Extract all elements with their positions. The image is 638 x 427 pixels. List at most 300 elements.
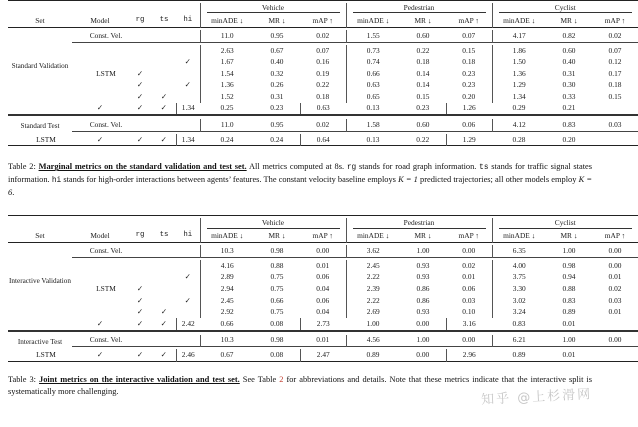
table-row — [8, 91, 638, 103]
metric-cyclist-map: 0.03 — [608, 295, 622, 305]
column-header-pedestrian-map: mAP ↑ — [458, 231, 479, 240]
column-header-hi: hi — [183, 231, 193, 239]
table-reference-link[interactable]: 2 — [279, 374, 284, 384]
metric-cyclist-minade: 6.35 — [492, 245, 546, 257]
metric-cyclist-mr: 0.33 — [562, 91, 576, 101]
flag-ts: ✓ — [136, 350, 144, 360]
table-row — [8, 306, 638, 318]
metric-pedestrian-mr: 0.14 — [416, 80, 430, 90]
metric-pedestrian-map: 0.18 — [462, 57, 476, 67]
flag-hi: ✓ — [160, 318, 167, 328]
table-row — [8, 295, 638, 307]
metric-pedestrian-map: 0.10 — [462, 307, 476, 317]
metric-cyclist-map: 0.02 — [608, 284, 622, 294]
metric-cyclist-map: 0.00 — [608, 260, 622, 270]
metric-cyclist-map: 0.07 — [608, 45, 622, 55]
metric-pedestrian-mr: 0.60 — [416, 30, 430, 40]
metric-cyclist-mr: 1.00 — [562, 335, 576, 345]
metric-cyclist-minade: 1.36 — [492, 68, 546, 80]
flag-hi — [176, 68, 200, 80]
metric-pedestrian-minade: 0.66 — [346, 68, 400, 80]
metric-pedestrian-map: 0.07 — [462, 30, 476, 40]
math-k-equals-6: K = 6 — [8, 175, 593, 198]
metric-vehicle-map: 0.22 — [316, 80, 330, 90]
table-2 — [8, 0, 626, 148]
flag-hi — [176, 245, 200, 257]
model-label: Const. Vel. — [89, 246, 123, 256]
flag-hi: ✓ — [160, 350, 167, 360]
flag-ts — [152, 79, 176, 91]
spacer — [8, 148, 592, 161]
flag-rg — [128, 260, 152, 272]
metric-vehicle-minade: 2.92 — [200, 306, 254, 318]
table-row — [8, 335, 638, 347]
column-header-vehicle-mr: MR ↓ — [268, 15, 286, 25]
metric-pedestrian-map: 0.03 — [462, 295, 476, 305]
metric-vehicle-mr: 0.31 — [270, 91, 284, 101]
metric-cyclist-mr: 0.28 — [512, 134, 526, 144]
metric-vehicle-mr: 0.67 — [270, 45, 284, 55]
flag-hi — [176, 283, 200, 295]
metric-pedestrian-minade: 4.56 — [346, 335, 400, 347]
flag-hi — [176, 260, 200, 272]
metric-pedestrian-minade: 0.73 — [346, 45, 400, 57]
metric-vehicle-map: 0.07 — [316, 45, 330, 55]
table-2-caption-rest-2: stands for road graph information. — [356, 162, 480, 172]
column-header-vehicle-map: mAP ↑ — [312, 15, 333, 25]
metric-cyclist-mr: 0.89 — [512, 350, 526, 360]
metric-pedestrian-map: 0.00 — [416, 318, 430, 328]
table-3-caption-rest-1: See Table — [239, 374, 280, 384]
flag-rg: ✓ — [136, 307, 144, 317]
metric-vehicle-mr: 0.66 — [270, 295, 284, 305]
table-2-caption-rest-5: predicted trajectories; all other models employ — [417, 175, 579, 185]
flag-hi: ✓ — [160, 134, 167, 144]
metric-pedestrian-mr: 1.00 — [366, 318, 380, 328]
metric-pedestrian-mr: 0.93 — [416, 307, 430, 317]
metric-cyclist-mr: 0.40 — [562, 57, 576, 67]
metric-cyclist-minade: 1.29 — [492, 79, 546, 91]
abbrev-hi: hi — [51, 177, 62, 186]
metric-pedestrian-map: 0.20 — [462, 91, 476, 101]
flag-rg — [128, 335, 152, 347]
metric-cyclist-mr: 0.83 — [562, 120, 576, 130]
table-2-caption-rest-3: stands for traffic signal states information. — [8, 162, 593, 185]
table-row — [8, 103, 638, 116]
metric-cyclist-mr: 0.83 — [562, 295, 576, 305]
metric-cyclist-minade: 1.86 — [492, 45, 546, 57]
flag-ts — [152, 56, 176, 68]
metric-cyclist-mr: 0.60 — [562, 45, 576, 55]
column-header-model: Model — [90, 231, 110, 240]
table-2-caption-bold: Marginal metrics on the standard validation and test set. — [38, 162, 247, 172]
model-label — [72, 91, 128, 103]
table-2-caption — [8, 161, 592, 199]
flag-ts: ✓ — [136, 318, 144, 328]
model-label — [8, 318, 72, 331]
metric-cyclist-mr: 0.30 — [562, 80, 576, 90]
flag-rg — [128, 119, 152, 131]
model-label — [8, 103, 72, 116]
metric-vehicle-map: 0.23 — [270, 103, 284, 113]
table-group-header-row — [8, 218, 638, 229]
metric-vehicle-map: 0.24 — [270, 134, 284, 144]
metric-vehicle-minade: 2.42 — [176, 318, 200, 331]
metric-pedestrian-map: 0.01 — [462, 272, 476, 282]
model-label — [72, 295, 128, 307]
metric-vehicle-minade: 2.45 — [200, 295, 254, 307]
metric-pedestrian-map: 0.02 — [462, 260, 476, 270]
model-label: LSTM — [96, 284, 116, 294]
metric-pedestrian-minade: 3.62 — [346, 245, 400, 257]
column-header-cyclist-map: mAP ↑ — [604, 231, 626, 240]
metric-cyclist-map: 0.00 — [608, 335, 622, 345]
metric-pedestrian-minade: 0.64 — [300, 134, 346, 146]
metric-cyclist-minade: 1.26 — [446, 103, 492, 116]
column-group-cyclist: Cyclist — [492, 3, 638, 14]
column-header-set: Set — [35, 231, 45, 240]
metric-pedestrian-mr: 0.18 — [416, 57, 430, 67]
flag-hi: ✓ — [184, 57, 191, 67]
metric-cyclist-map: 0.00 — [608, 246, 622, 256]
column-header-vehicle-map: mAP ↑ — [312, 231, 333, 240]
metric-pedestrian-map: 0.00 — [416, 350, 430, 360]
metric-vehicle-minade: 1.34 — [176, 103, 200, 116]
metric-vehicle-mr: 0.95 — [270, 120, 284, 130]
table-column-header-row — [8, 14, 638, 28]
metric-pedestrian-minade: 2.22 — [346, 295, 400, 307]
metric-pedestrian-mr: 0.89 — [366, 350, 380, 360]
metric-pedestrian-map: 0.00 — [462, 335, 476, 345]
set-label: Standard Validation — [11, 62, 69, 71]
math-k-equals-1: K = 1 — [398, 175, 418, 185]
metric-vehicle-map: 0.02 — [316, 120, 330, 130]
metric-cyclist-mr: 0.88 — [562, 284, 576, 294]
metric-vehicle-map: 0.02 — [316, 30, 330, 40]
metric-vehicle-minade: 2.89 — [200, 272, 254, 284]
column-header-pedestrian-minade: minADE ↓ — [346, 229, 400, 243]
metric-pedestrian-mr: 0.22 — [416, 45, 430, 55]
metric-vehicle-mr: 0.40 — [270, 57, 284, 67]
metric-vehicle-map: 0.04 — [316, 284, 330, 294]
table-3-grid — [8, 215, 638, 363]
metric-cyclist-map: 0.18 — [608, 80, 622, 90]
table-3-caption — [8, 374, 592, 398]
column-header-cyclist-minade: minADE ↓ — [492, 14, 546, 28]
metric-pedestrian-minade: 2.45 — [346, 260, 400, 272]
metric-cyclist-minade: 2.96 — [446, 349, 492, 361]
metric-pedestrian-mr: 1.00 — [416, 246, 430, 256]
metric-vehicle-minade: 1.36 — [200, 79, 254, 91]
column-group-pedestrian: Pedestrian — [346, 3, 492, 14]
column-header-hi: hi — [183, 15, 193, 24]
metric-cyclist-minade: 6.21 — [492, 335, 546, 347]
flag-hi — [176, 91, 200, 103]
metric-pedestrian-minade: 2.73 — [300, 318, 346, 331]
column-header-set: Set — [35, 15, 45, 25]
column-header-pedestrian-minade: minADE ↓ — [346, 14, 400, 28]
flag-hi — [176, 45, 200, 57]
flag-ts — [152, 245, 176, 257]
metric-cyclist-mr: 0.82 — [562, 30, 576, 40]
table-2-caption-rest-4: stands for high-order interactions between agents’ features. The constant velocity baseline employs — [61, 175, 399, 185]
flag-ts — [152, 119, 176, 131]
metric-pedestrian-mr: 0.13 — [366, 134, 380, 144]
metric-pedestrian-minade: 1.58 — [346, 119, 400, 131]
metric-pedestrian-minade: 2.69 — [346, 306, 400, 318]
column-group-vehicle: Vehicle — [200, 3, 346, 14]
metric-cyclist-minade: 3.30 — [492, 283, 546, 295]
model-label: LSTM — [36, 350, 56, 360]
metric-pedestrian-mr: 1.00 — [416, 335, 430, 345]
flag-rg — [128, 245, 152, 257]
metric-cyclist-map: 0.01 — [562, 318, 576, 328]
model-label — [72, 260, 128, 272]
model-label — [72, 306, 128, 318]
metric-cyclist-minade: 1.50 — [492, 56, 546, 68]
metric-vehicle-map: 0.08 — [270, 318, 284, 328]
metric-pedestrian-minade: 2.22 — [346, 272, 400, 284]
table-row — [8, 79, 638, 91]
abbrev-ts: ts — [479, 164, 489, 173]
metric-vehicle-mr: 0.32 — [270, 68, 284, 78]
metric-vehicle-map: 0.16 — [316, 57, 330, 67]
metric-pedestrian-map: 0.23 — [416, 103, 430, 113]
flag-hi — [176, 30, 200, 42]
column-header-vehicle-mr: MR ↓ — [268, 231, 286, 240]
metric-cyclist-map: 0.01 — [562, 350, 576, 360]
metric-vehicle-minade: 4.16 — [200, 260, 254, 272]
metric-pedestrian-minade: 0.74 — [346, 56, 400, 68]
flag-hi: ✓ — [184, 295, 191, 305]
metric-pedestrian-mr: 0.13 — [366, 103, 380, 113]
metric-vehicle-map: 0.19 — [316, 68, 330, 78]
column-header-vehicle-minade: minADE ↓ — [200, 14, 254, 28]
column-header-pedestrian-mr: MR ↓ — [414, 15, 432, 25]
table-row — [8, 134, 638, 146]
metric-cyclist-minade: 3.75 — [492, 272, 546, 284]
flag-rg: ✓ — [136, 295, 144, 305]
table-row — [8, 349, 638, 361]
metric-cyclist-mr: 0.83 — [512, 318, 526, 328]
flag-rg: ✓ — [96, 318, 104, 328]
flag-ts — [152, 260, 176, 272]
column-header-cyclist-mr: MR ↓ — [560, 15, 578, 25]
metric-cyclist-minade: 3.02 — [492, 295, 546, 307]
watermark: 知乎 @上杉滑网 — [480, 387, 593, 408]
metric-cyclist-map: 0.01 — [608, 272, 622, 282]
metric-cyclist-minade: 1.29 — [446, 134, 492, 146]
metric-vehicle-map: 0.18 — [316, 91, 330, 101]
flag-rg — [128, 56, 152, 68]
metric-pedestrian-mr: 0.60 — [416, 120, 430, 130]
table-2-grid — [8, 0, 638, 148]
flag-hi: ✓ — [184, 80, 191, 90]
model-label — [72, 272, 128, 284]
metric-vehicle-minade: 11.0 — [200, 30, 254, 42]
metric-pedestrian-mr: 0.93 — [416, 260, 430, 270]
metric-cyclist-mr: 0.89 — [562, 307, 576, 317]
metric-pedestrian-minade: 2.39 — [346, 283, 400, 295]
column-group-cyclist: Cyclist — [492, 218, 638, 229]
metric-vehicle-map: 0.08 — [270, 350, 284, 360]
flag-ts — [152, 335, 176, 347]
flag-ts — [152, 295, 176, 307]
metric-cyclist-minade: 1.34 — [492, 91, 546, 103]
metric-vehicle-map: 0.06 — [316, 272, 330, 282]
column-header-cyclist-map: mAP ↑ — [604, 15, 626, 25]
metric-pedestrian-map: 0.23 — [462, 80, 476, 90]
metric-vehicle-mr: 0.75 — [270, 272, 284, 282]
set-label: Standard Test — [20, 122, 60, 131]
metric-cyclist-map: 0.20 — [562, 134, 576, 144]
metric-cyclist-minade: 3.24 — [492, 306, 546, 318]
flag-rg: ✓ — [136, 80, 144, 90]
flag-rg: ✓ — [136, 68, 144, 78]
metric-cyclist-mr: 0.94 — [562, 272, 576, 282]
column-header-cyclist-minade: minADE ↓ — [492, 229, 546, 243]
column-header-rg: rg — [135, 231, 145, 239]
flag-ts — [152, 68, 176, 80]
column-header-model: Model — [90, 15, 110, 25]
flag-hi: ✓ — [184, 272, 191, 282]
metric-pedestrian-mr: 0.93 — [416, 272, 430, 282]
table-row — [8, 260, 638, 272]
flag-hi — [176, 119, 200, 131]
table-row — [8, 56, 638, 68]
metric-pedestrian-mr: 0.86 — [416, 295, 430, 305]
metric-cyclist-minade: 4.17 — [492, 30, 546, 42]
flag-hi — [176, 335, 200, 347]
table-row — [8, 318, 638, 331]
metric-cyclist-map: 0.12 — [608, 57, 622, 67]
table-2-caption-rest-6: . — [12, 188, 15, 198]
column-header-pedestrian-mr: MR ↓ — [414, 231, 432, 240]
metric-cyclist-minade: 4.12 — [492, 119, 546, 131]
table-row — [8, 283, 638, 295]
flag-ts — [152, 283, 176, 295]
metric-pedestrian-map: 0.23 — [462, 68, 476, 78]
model-label: Const. Vel. — [89, 335, 123, 345]
column-header-ts: ts — [159, 15, 169, 24]
metric-vehicle-minade: 1.34 — [176, 134, 200, 146]
flag-rg — [128, 45, 152, 57]
metric-vehicle-mr: 0.98 — [270, 246, 284, 256]
abbrev-rg: rg — [346, 164, 357, 173]
column-header-pedestrian-map: mAP ↑ — [458, 15, 479, 25]
metric-vehicle-map: 0.04 — [316, 307, 330, 317]
metric-cyclist-minade: 3.16 — [446, 318, 492, 331]
metric-vehicle-mr: 0.95 — [270, 30, 284, 40]
model-label — [72, 45, 128, 57]
flag-ts — [152, 45, 176, 57]
metric-cyclist-mr: 0.98 — [562, 260, 576, 270]
flag-ts — [152, 30, 176, 42]
metric-cyclist-mr: 0.31 — [562, 68, 576, 78]
table-column-header-row — [8, 229, 638, 243]
table-3-caption-rest-2: for abbreviations and details. Note that these metrics indicate that the interactive split is systematically more challenging. — [8, 374, 593, 396]
table-2-caption-rest-1: All metrics computed at 8s. — [246, 162, 347, 172]
metric-pedestrian-minade: 0.63 — [346, 79, 400, 91]
metric-vehicle-mr: 0.75 — [270, 284, 284, 294]
metric-pedestrian-map: 0.15 — [462, 45, 476, 55]
metric-vehicle-map: 0.06 — [316, 295, 330, 305]
metric-pedestrian-mr: 0.86 — [416, 284, 430, 294]
table-3-number: Table 3: — [8, 374, 37, 384]
column-header-rg: rg — [135, 15, 145, 24]
column-group-vehicle: Vehicle — [200, 218, 346, 229]
metric-vehicle-mr: 0.75 — [270, 307, 284, 317]
model-label: Const. Vel. — [89, 30, 123, 40]
metric-vehicle-minade: 2.46 — [176, 349, 200, 361]
table-group-header-row — [8, 3, 638, 14]
spacer — [8, 199, 592, 215]
table-row — [8, 119, 638, 131]
metric-pedestrian-map: 0.06 — [462, 284, 476, 294]
flag-hi: ✓ — [160, 103, 167, 113]
table-row — [8, 45, 638, 57]
flag-ts: ✓ — [136, 103, 144, 113]
flag-hi — [176, 306, 200, 318]
metric-pedestrian-mr: 0.14 — [416, 68, 430, 78]
model-label: Const. Vel. — [89, 120, 123, 130]
flag-rg: ✓ — [96, 134, 104, 144]
set-label: Interactive Validation — [9, 277, 71, 286]
metric-cyclist-minade: 4.00 — [492, 260, 546, 272]
flag-rg: ✓ — [136, 284, 144, 294]
metric-vehicle-minade: 11.0 — [200, 119, 254, 131]
flag-ts: ✓ — [160, 307, 168, 317]
table-3-caption-bold: Joint metrics on the interactive validation and test set. — [39, 374, 240, 384]
metric-cyclist-map: 0.03 — [608, 120, 622, 130]
table-row — [8, 68, 638, 80]
flag-ts: ✓ — [160, 91, 168, 101]
flag-rg: ✓ — [96, 350, 104, 360]
flag-rg: ✓ — [96, 103, 104, 113]
flag-ts: ✓ — [136, 134, 144, 144]
metric-pedestrian-minade: 0.63 — [300, 103, 346, 116]
metric-vehicle-mr: 0.26 — [270, 80, 284, 90]
metric-pedestrian-minade: 1.55 — [346, 30, 400, 42]
flag-ts — [152, 272, 176, 284]
model-label — [72, 56, 128, 68]
metric-vehicle-map: 0.00 — [316, 246, 330, 256]
table-row — [8, 245, 638, 257]
column-header-vehicle-minade: minADE ↓ — [200, 229, 254, 243]
metric-pedestrian-map: 0.00 — [462, 246, 476, 256]
metric-cyclist-map: 0.01 — [608, 307, 622, 317]
metric-vehicle-minade: 1.67 — [200, 56, 254, 68]
metric-cyclist-map: 0.02 — [608, 30, 622, 40]
metric-vehicle-mr: 0.66 — [220, 318, 234, 328]
metric-vehicle-mr: 0.25 — [220, 103, 234, 113]
column-header-cyclist-mr: MR ↓ — [560, 231, 578, 240]
flag-rg: ✓ — [136, 91, 144, 101]
metric-cyclist-map: 0.17 — [608, 68, 622, 78]
metric-pedestrian-minade: 2.47 — [300, 349, 346, 361]
spacer — [8, 364, 592, 374]
metric-vehicle-minade: 2.63 — [200, 45, 254, 57]
metric-vehicle-mr: 0.67 — [220, 350, 234, 360]
table-row — [8, 30, 638, 42]
metric-pedestrian-minade: 0.65 — [346, 91, 400, 103]
metric-cyclist-mr: 0.29 — [512, 103, 526, 113]
metric-cyclist-map: 0.21 — [562, 103, 576, 113]
metric-vehicle-minade: 10.3 — [200, 245, 254, 257]
flag-rg — [128, 272, 152, 284]
column-group-pedestrian: Pedestrian — [346, 218, 492, 229]
metric-vehicle-mr: 0.88 — [270, 260, 284, 270]
